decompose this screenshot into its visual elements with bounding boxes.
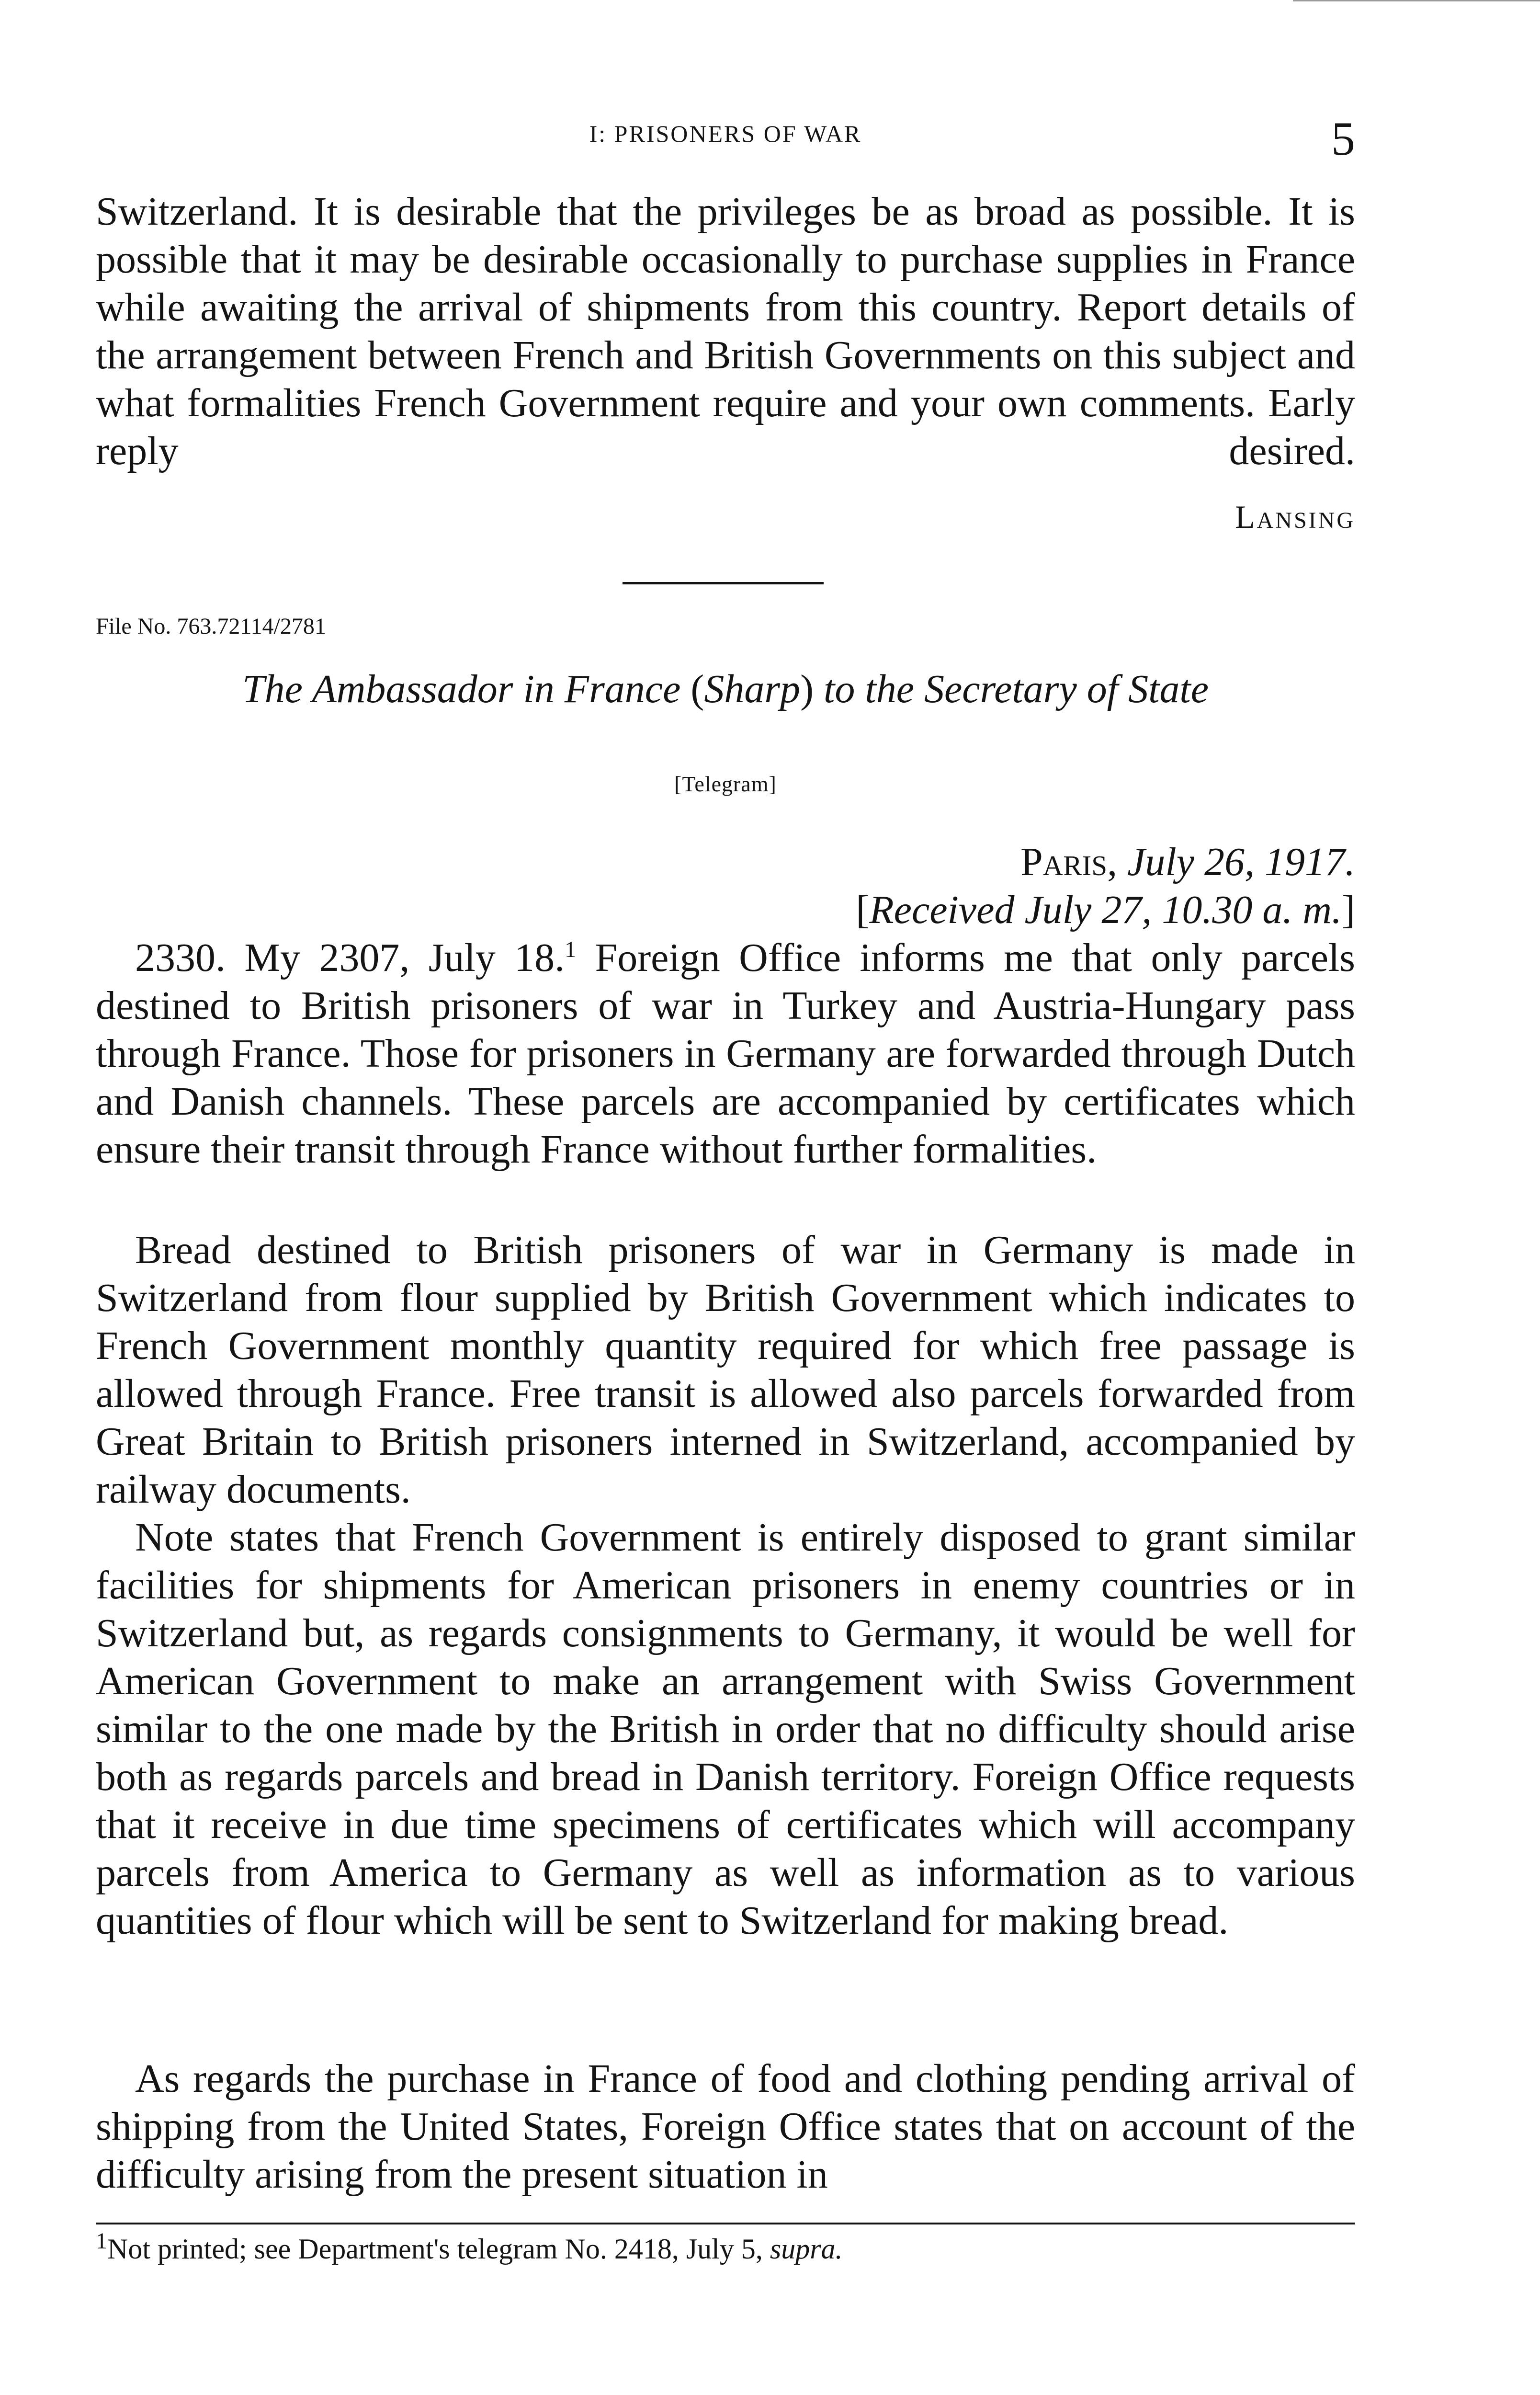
- footnote-mark: 1: [96, 2228, 107, 2254]
- dateline-sent: [856, 838, 1355, 886]
- body-paragraph-4: As regards the purchase in France of food and clothing pending arrival of shipping from the United States, Foreign Office states that on account of the difficulty arising from the present situation in: [96, 2056, 1355, 2197]
- telegram-label: [Telegram]: [674, 772, 777, 796]
- page-number: 5: [1331, 112, 1355, 165]
- dateline-date: July 26, 1917.: [1127, 840, 1355, 884]
- file-number: File No. 763.72114/2781: [96, 614, 326, 639]
- footnote-italic: supra.: [770, 2233, 843, 2265]
- dateline-received: [856, 886, 1355, 934]
- received-bracket-open: [: [856, 888, 870, 932]
- title-paren-close: ): [800, 667, 814, 711]
- footnote-rule: [96, 2223, 1355, 2224]
- p1-after-note: Foreign Office informs me that only parcels destined to British prisoners of war in Turkey and Austria-Hungary pass through France. Those for prisoners in Germany are forwarded through Dutch and Danish channels. These parcels are accompanied by certificates which ensure their transit through France without further formalities.: [96, 935, 1355, 1172]
- dateline-place: Paris,: [1020, 840, 1118, 884]
- running-head: I: PRISONERS OF WAR: [589, 120, 862, 147]
- footnote-ref: 1: [565, 937, 577, 962]
- title-name: Sharp: [704, 667, 801, 711]
- title-part-2: to the Secretary of State: [814, 667, 1209, 711]
- section-divider: [623, 582, 824, 584]
- received-text: Received July 27, 10.30 a. m.: [869, 888, 1342, 932]
- body-paragraph-2: Bread destined to British prisoners of war in Germany is made in Switzerland from flour supplied by British Government which indicates to French Government monthly quantity required for which free passage is allowed through France. Free transit is allowed also parcels forwarded from Great Britain to British prisoners interned in Switzerland, accompanied by railway documents.: [96, 1228, 1355, 1512]
- signature: Lansing: [1235, 499, 1355, 535]
- scan-edge-rule: [1293, 0, 1540, 1]
- dateline: [856, 838, 1355, 934]
- title-part-1: The Ambassador in France: [242, 667, 691, 711]
- document-title: [96, 666, 1355, 712]
- body-paragraph-3: Note states that French Government is entirely disposed to grant similar facilities for shipments for American prisoners in enemy countries or in Switzerland but, as regards consignments to Germany, it would be well for American Government to make an arrangement with Swiss Government similar to the one made by the British in order that no difficulty should arise both as regards parcels and bread in Danish territory. Foreign Office requests that it receive in due time specimens of certificates which will accompany parcels from America to Germany as well as information as to various quantities of flour which will be sent to Switzerland for making bread.: [96, 1515, 1355, 1943]
- received-bracket-close: ]: [1342, 888, 1355, 932]
- opening-paragraph: Switzerland. It is desirable that the privileges be as broad as possible. It is possible that it may be desirable occasionally to purchase supplies in France while awaiting the arrival of shipments from this country. Report details of the arrangement between French and British Governments on this subject and what formalities French Government require and your own comments. Early reply desired.: [96, 189, 1355, 473]
- p1-before-note: 2330. My 2307, July 18.: [135, 935, 565, 980]
- footnote-text: Not printed; see Department's telegram No. 2418, July 5,: [107, 2233, 770, 2265]
- body-paragraph-1: [96, 934, 1355, 1174]
- footnote: [96, 2230, 1355, 2268]
- title-paren-open: (: [691, 667, 704, 711]
